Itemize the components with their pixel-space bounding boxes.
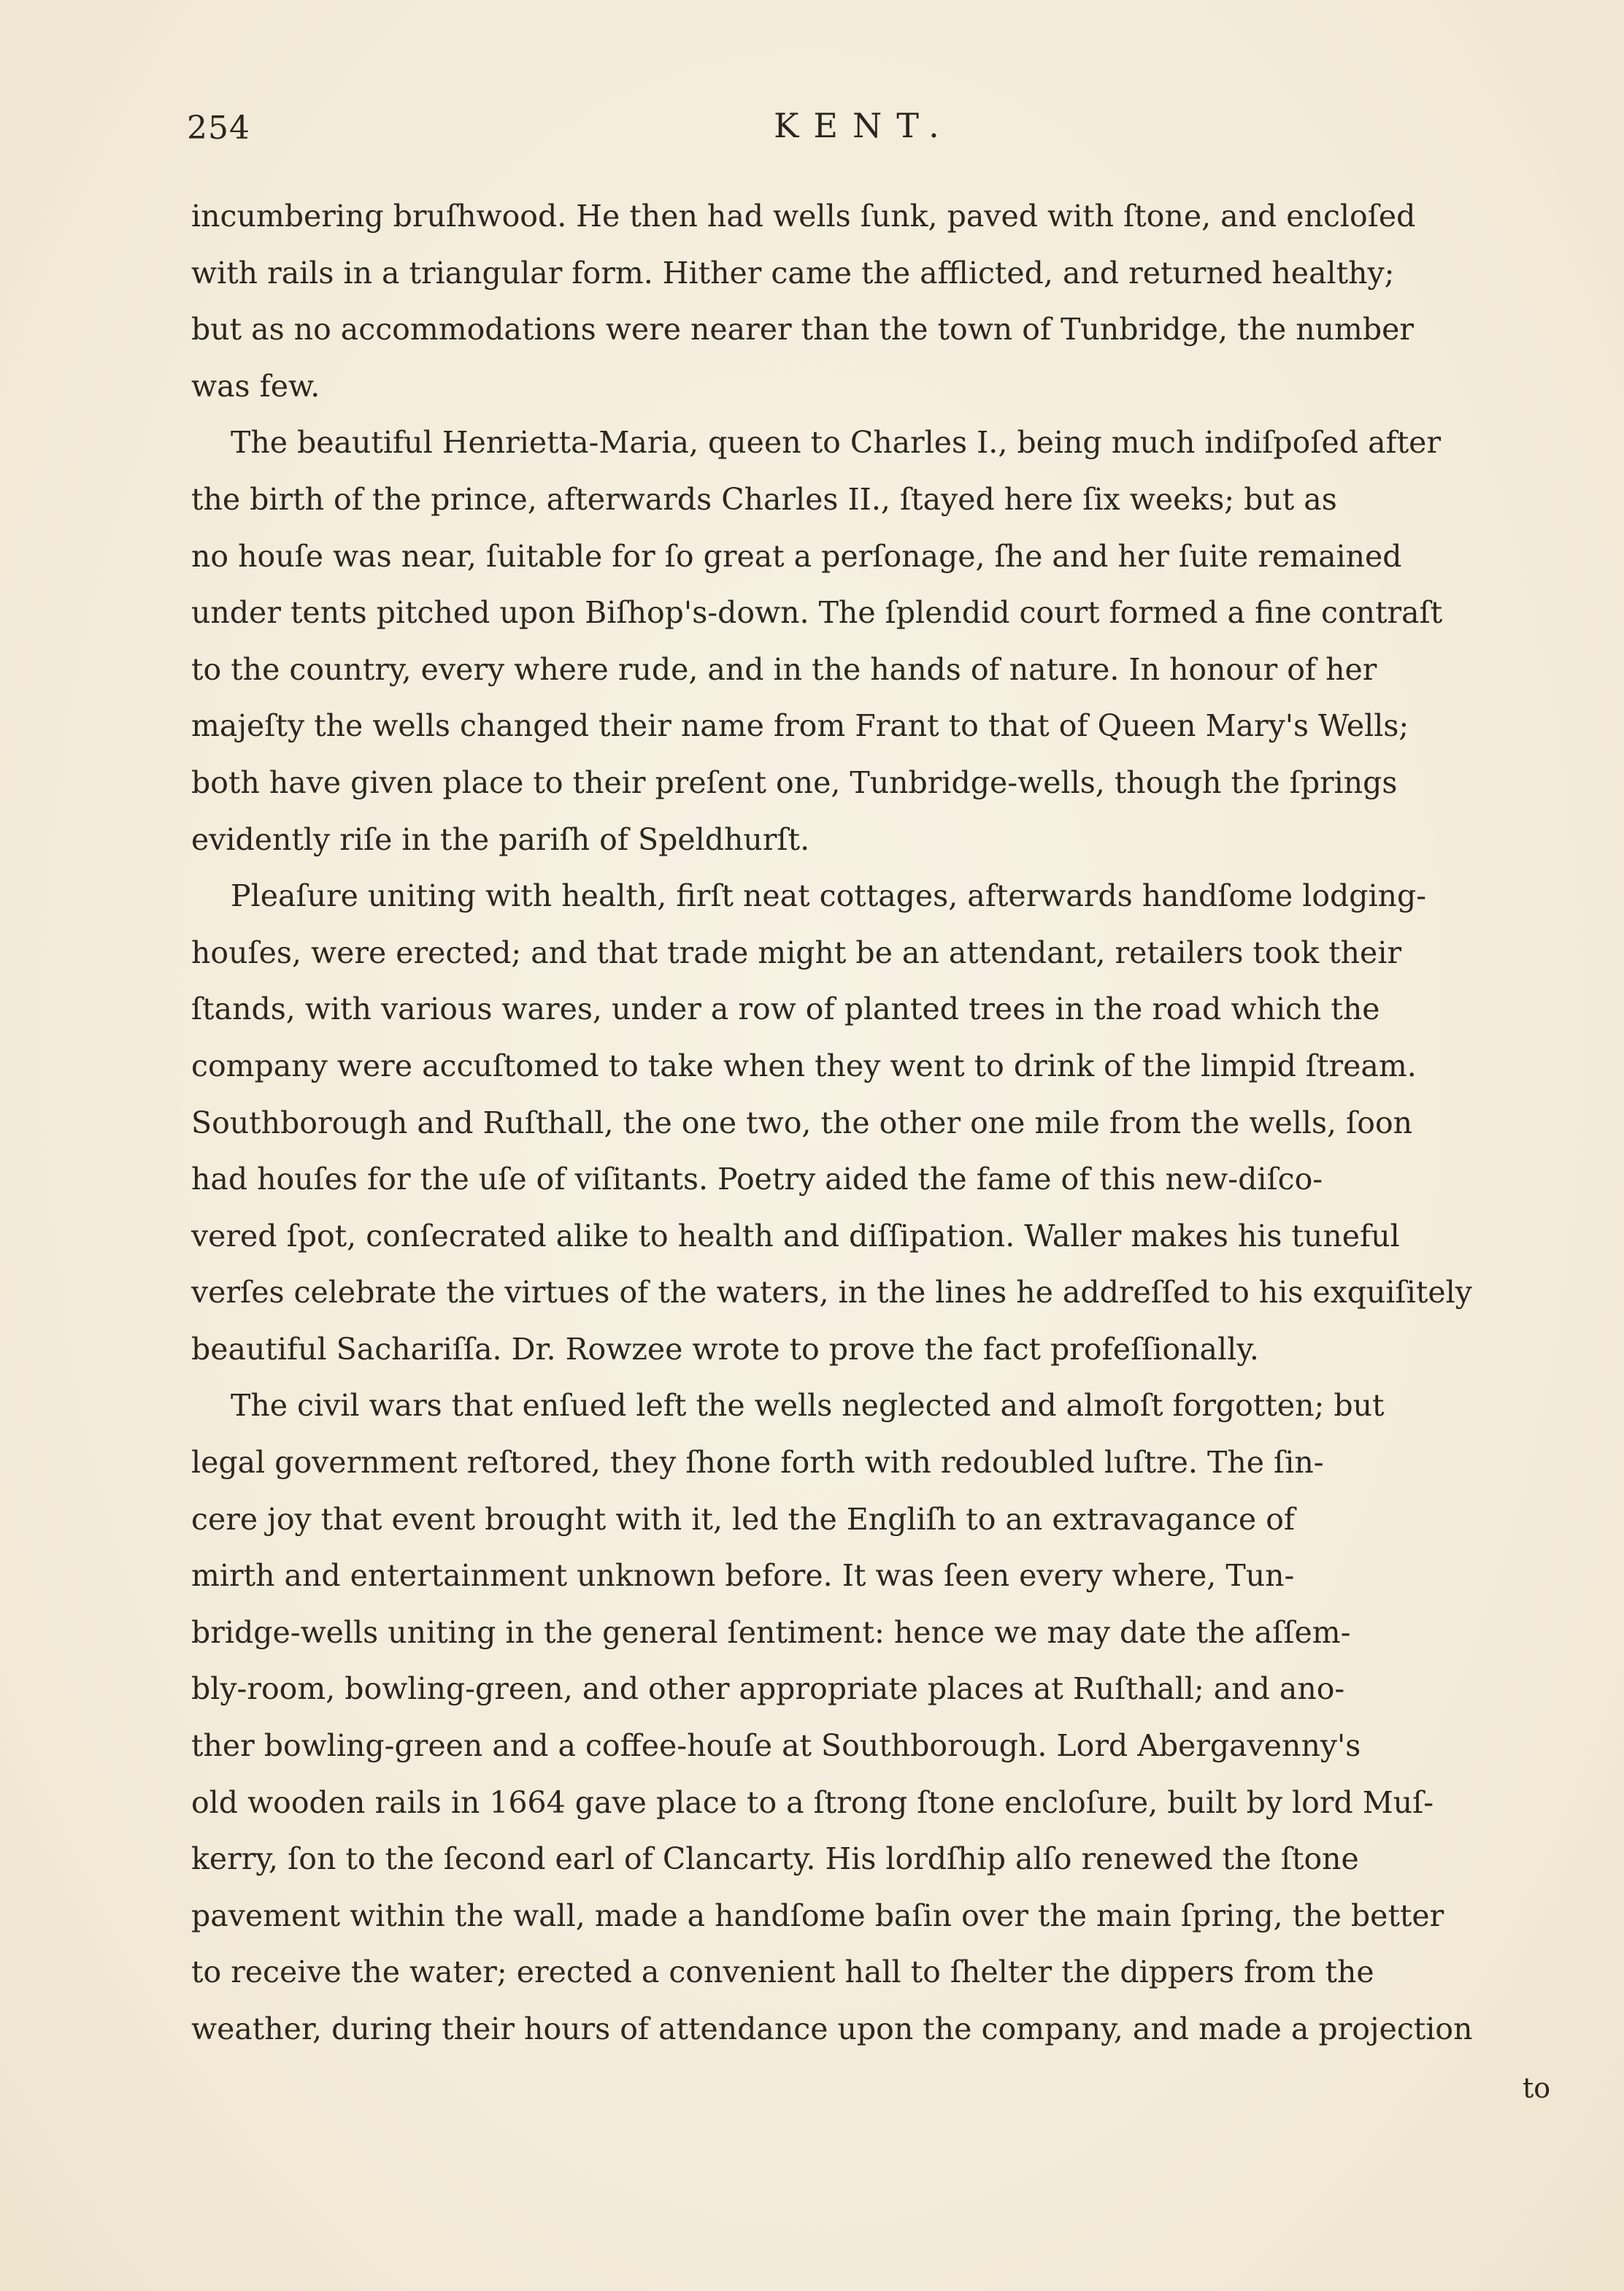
text-line: evidently riſe in the pariſh of Speldhurſt.: [191, 821, 810, 857]
text-line: no houſe was near, ſuitable for ſo great a perſonage, ſhe and her ſuite remained: [191, 538, 1402, 574]
text-line: The civil wars that enſued left the wells neglected and almoſt forgotten; but: [231, 1388, 1385, 1424]
text-line: Southborough and Ruſthall, the one two, the other one mile from the wells, ſoon: [191, 1105, 1413, 1140]
text-line: old wooden rails in 1664 gave place to a ſtrong ſtone encloſure, built by lord Muſ-: [191, 1784, 1434, 1820]
text-line: beautiful Sachariſſa. Dr. Rowzee wrote to prove the fact profeſſionally.: [191, 1331, 1259, 1367]
text-line: verſes celebrate the virtues of the waters, in the lines he addreſſed to his exquiſitely: [191, 1275, 1472, 1310]
text-line: bly-room, bowling-green, and other appropriate places at Ruſthall; and ano-: [191, 1671, 1345, 1707]
text-line: mirth and entertainment unknown before. It was ſeen every where, Tun-: [191, 1558, 1295, 1594]
text-line: had houſes for the uſe of viſitants. Poetry aided the fame of this new-diſco-: [191, 1162, 1323, 1197]
text-line: company were accuſtomed to take when they went to drink of the limpid ſtream.: [191, 1048, 1417, 1083]
text-line: was few.: [191, 368, 320, 404]
text-line: vered ſpot, conſecrated alike to health and diſſipation. Waller makes his tuneful: [191, 1218, 1400, 1254]
text-line: but as no accommodations were nearer than the town of Tunbridge, the number: [191, 312, 1415, 348]
text-line: pavement within the wall, made a handſome baſin over the main ſpring, the better: [191, 1897, 1444, 1933]
text-line: kerry, ſon to the ſecond earl of Clancarty. His lordſhip alſo renewed the ſtone: [191, 1841, 1359, 1877]
paragraph: [191, 188, 1551, 415]
text-line: houſes, were erected; and that trade might be an attendant, retailers took their: [191, 935, 1402, 970]
text-line: bridge-wells uniting in the general ſentiment: hence we may date the aſſem-: [191, 1614, 1351, 1650]
text-line: to receive the water; erected a convenient hall to ſhelter the dippers from the: [191, 1954, 1374, 1990]
paragraph: [191, 1378, 1551, 2057]
text-line: with rails in a triangular form. Hither came the afflicted, and returned healthy;: [191, 255, 1395, 291]
paragraph: [191, 868, 1551, 1378]
body-text: [191, 188, 1551, 2058]
text-line: The beautiful Henrietta-Maria, queen to Charles I., being much indiſpoſed after: [231, 425, 1442, 461]
catchword: to: [1523, 2072, 1551, 2104]
text-line: ther bowling-green and a coffee-houſe at Southborough. Lord Abergavenny's: [191, 1728, 1361, 1764]
paragraph: [191, 415, 1551, 868]
text-line: under tents pitched upon Biſhop's-down. The ſplendid court formed a fine contraſt: [191, 595, 1443, 631]
text-line: ſtands, with various wares, under a row of planted trees in the road which the: [191, 991, 1380, 1027]
text-line: cere joy that event brought with it, led the Engliſh to an extravagance of: [191, 1501, 1296, 1537]
page-number: 254: [187, 110, 250, 147]
text-line: Pleaſure uniting with health, firſt neat cottages, afterwards handſome lodging-: [231, 878, 1427, 914]
text-line: both have given place to their preſent one, Tunbridge-wells, though the ſprings: [191, 764, 1398, 800]
text-line: the birth of the prince, afterwards Charles II., ſtayed here ſix weeks; but as: [191, 481, 1337, 517]
text-line: incumbering bruſhwood. He then had wells ſunk, paved with ſtone, and encloſed: [191, 199, 1416, 234]
text-line: to the country, every where rude, and in the hands of nature. In honour of her: [191, 651, 1377, 687]
running-title: KENT.: [774, 106, 954, 145]
text-line: majeſty the wells changed their name from Frant to that of Queen Mary's Wells;: [191, 708, 1409, 744]
text-line: weather, during their hours of attendance upon the company, and made a projection: [191, 2011, 1473, 2046]
text-line: legal government reſtored, they ſhone forth with redoubled luſtre. The ſin-: [191, 1445, 1324, 1481]
